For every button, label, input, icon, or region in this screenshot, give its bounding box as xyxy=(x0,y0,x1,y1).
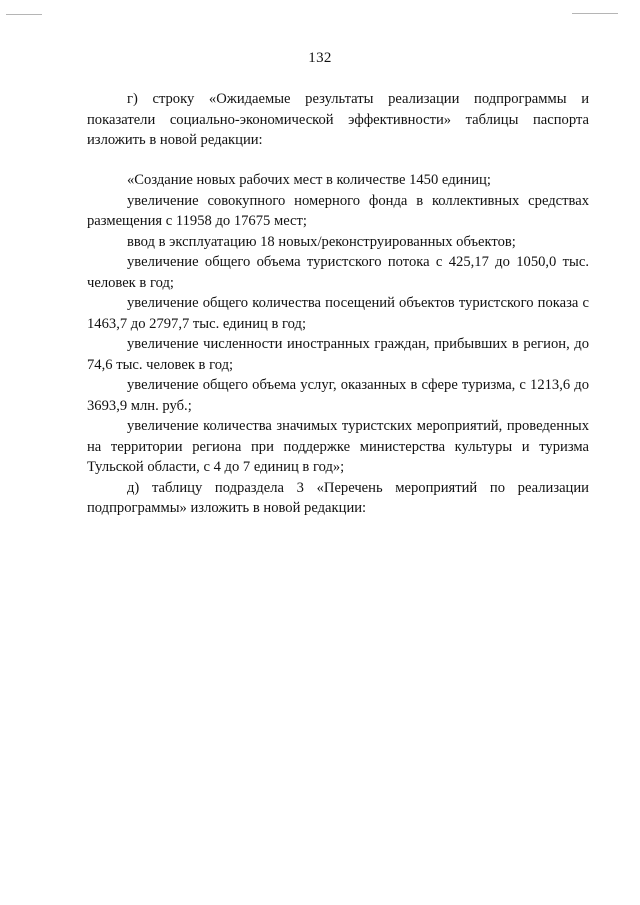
result-item-tourist-flow: увеличение общего объема туристского потока с 425,17 до 1050,0 тыс. человек в год; xyxy=(87,254,589,291)
amendment-text xyxy=(87,170,589,519)
result-item-services-volume: увеличение общего объема услуг, оказанных в сфере туризма, с 1213,6 до 3693,9 млн. руб.; xyxy=(87,377,589,414)
intro-paragraph: г) строку «Ожидаемые результаты реализации подпрограммы и показатели социально-экономической эффективности» таблицы паспорта изложить в новой редакции: xyxy=(87,91,589,148)
result-item-foreign-citizens: увеличение численности иностранных граждан, прибывших в регион, до 74,6 тыс. человек в год; xyxy=(87,336,589,373)
page-number: 132 xyxy=(308,50,332,66)
result-item-events: увеличение количества значимых туристских мероприятий, проведенных на территории региона при поддержке министерства культуры и туризма Тульской области, с 4 до 7 единиц в год»; xyxy=(87,418,589,475)
scan-artifact xyxy=(6,14,42,15)
result-item-visits: увеличение общего количества посещений объектов туристского показа с 1463,7 до 2797,7 тыс. единиц в год; xyxy=(87,295,589,332)
next-amendment-paragraph: д) таблицу подраздела 3 «Перечень мероприятий по реализации подпрограммы» изложить в новой редакции: xyxy=(87,479,589,516)
scan-artifact xyxy=(572,13,618,14)
intro-section xyxy=(87,89,589,151)
result-item-room-fund: увеличение совокупного номерного фонда в коллективных средствах размещения с 11958 до 17675 мест; xyxy=(87,192,589,229)
result-item-facilities: ввод в эксплуатацию 18 новых/реконструированных объектов; xyxy=(127,233,516,250)
result-item-jobs: «Создание новых рабочих мест в количестве 1450 единиц; xyxy=(127,172,491,188)
